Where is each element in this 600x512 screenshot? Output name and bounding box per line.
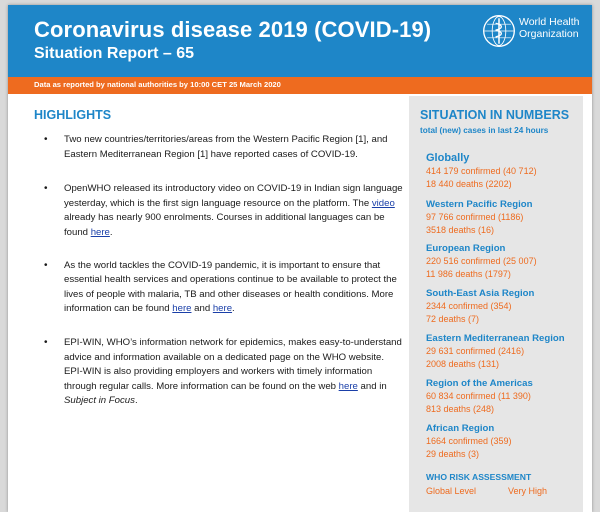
region-name: African Region bbox=[426, 423, 495, 434]
highlights-list bbox=[34, 133, 404, 409]
highlight-text: . bbox=[232, 303, 235, 315]
region-name: Globally bbox=[426, 152, 470, 164]
health-services-here-link-2[interactable]: here bbox=[212, 303, 233, 315]
highlight-text: and in bbox=[357, 380, 387, 392]
video-link[interactable]: video bbox=[371, 197, 395, 209]
highlight-text: . bbox=[134, 395, 138, 407]
highlight-text: OpenWHO released its introductory video on COVID-19 in Indian sign language yesterday, which is the first sign language resource on the platform. The bbox=[64, 183, 403, 209]
region-name: Eastern Mediterranean Region bbox=[426, 333, 565, 344]
region-deaths: 18 440 deaths (2202) bbox=[426, 178, 512, 189]
region-global bbox=[426, 151, 581, 190]
list-item bbox=[34, 182, 404, 240]
data-note: Data as reported by national authorities by 10:00 CET 25 March 2020 bbox=[34, 80, 281, 89]
region-deaths: 2008 deaths (131) bbox=[426, 358, 500, 369]
highlight-text: EPI-WIN, WHO’s information network for epidemics, makes easy-to-understand advice and information available on a dedicated page on the WHO website. EPI-WIN is also providing employers and workers with timely information through regular calls. More information can be found on the web bbox=[64, 336, 402, 392]
situation-sidebar bbox=[409, 96, 583, 512]
region-deaths: 813 deaths (248) bbox=[426, 403, 495, 414]
data-note-bar bbox=[8, 77, 592, 94]
region-confirmed: 1664 confirmed (359) bbox=[426, 436, 512, 446]
health-services-here-link-1[interactable]: here bbox=[172, 303, 192, 315]
region-deaths: 72 deaths (7) bbox=[426, 313, 480, 324]
region-name: European Region bbox=[426, 243, 506, 254]
risk-level-label: Global Level bbox=[426, 486, 477, 496]
region-african bbox=[426, 423, 581, 460]
epi-win-here-link[interactable]: here bbox=[338, 380, 358, 392]
region-name: Western Pacific Region bbox=[426, 199, 533, 210]
highlight-text: As the world tackles the COVID-19 pandemic, it is important to ensure that essential health services and operations continue to be available to protect the lives of people with malaria, TB and other diseases or health conditions. More information can be found bbox=[64, 259, 397, 315]
region-eastern-mediterranean bbox=[426, 333, 581, 370]
list-item bbox=[34, 259, 404, 317]
region-confirmed: 414 179 confirmed (40 712) bbox=[426, 166, 537, 176]
risk-assessment-heading: WHO RISK ASSESSMENT bbox=[426, 472, 532, 482]
region-americas bbox=[426, 378, 581, 415]
report-subtitle: Situation Report – 65 bbox=[34, 45, 195, 62]
report-title: Coronavirus disease 2019 (COVID-19) bbox=[34, 17, 432, 42]
region-name: South-East Asia Region bbox=[426, 288, 535, 299]
region-confirmed: 60 834 confirmed (11 390) bbox=[426, 391, 531, 401]
highlight-text: and bbox=[191, 303, 213, 315]
report-page bbox=[8, 5, 592, 512]
region-western-pacific bbox=[426, 199, 581, 236]
risk-level-value: Very High bbox=[508, 486, 548, 496]
region-deaths: 3518 deaths (16) bbox=[426, 224, 495, 235]
who-emblem-icon bbox=[482, 14, 516, 48]
region-name: Region of the Americas bbox=[426, 378, 533, 389]
who-org-name-line1: World Health bbox=[519, 16, 580, 28]
list-item bbox=[34, 133, 404, 162]
situation-heading: SITUATION IN NUMBERS bbox=[420, 108, 570, 122]
region-european bbox=[426, 243, 581, 280]
region-deaths: 29 deaths (3) bbox=[426, 448, 480, 459]
subject-in-focus-text: Subject in Focus bbox=[64, 395, 135, 407]
region-deaths: 11 986 deaths (1797) bbox=[426, 268, 511, 279]
who-org-name bbox=[519, 16, 580, 40]
region-confirmed: 220 516 confirmed (25 007) bbox=[426, 256, 537, 266]
situation-subheading: total (new) cases in last 24 hours bbox=[420, 126, 549, 135]
region-confirmed: 97 766 confirmed (1186) bbox=[426, 212, 524, 222]
region-south-east-asia bbox=[426, 288, 581, 325]
region-confirmed: 29 631 confirmed (2416) bbox=[426, 346, 525, 356]
who-org-name-line2: Organization bbox=[519, 28, 579, 40]
highlight-text: Two new countries/territories/areas from the Western Pacific Region [1], and Eastern Mediterranean Region [1] have reported cases of COVID-19. bbox=[64, 134, 388, 160]
list-item bbox=[34, 336, 404, 409]
courses-here-link[interactable]: here bbox=[90, 226, 110, 238]
region-confirmed: 2344 confirmed (354) bbox=[426, 301, 512, 311]
highlights-heading: HIGHLIGHTS bbox=[34, 108, 112, 122]
highlight-text: already has nearly 900 enrolments. Courses in additional languages can be found bbox=[64, 212, 385, 238]
report-header bbox=[8, 5, 592, 77]
highlight-text: . bbox=[109, 226, 113, 238]
